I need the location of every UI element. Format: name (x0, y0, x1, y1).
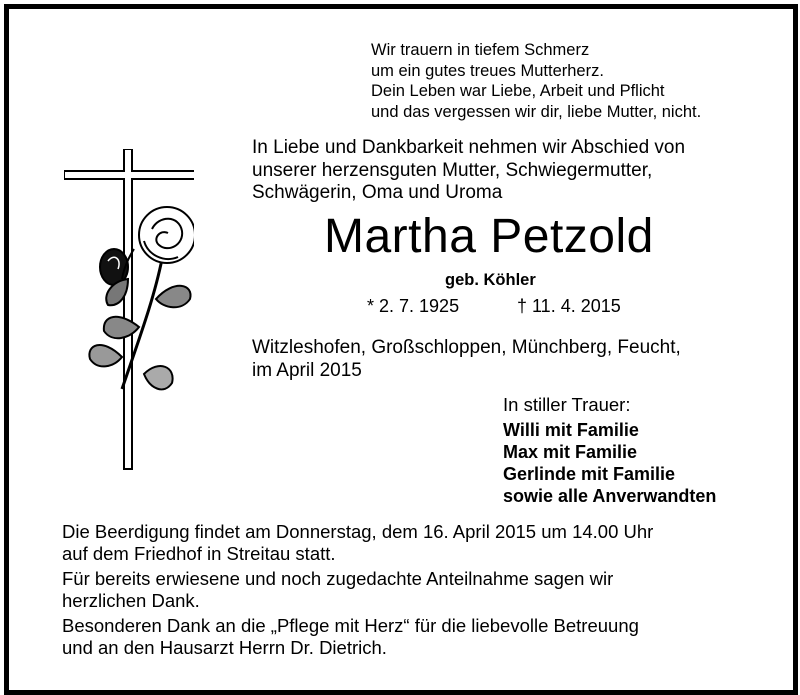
closing-line: Besonderen Dank an die „Pflege mit Herz“ für die liebevolle Betreuung (62, 615, 639, 636)
closing-line: herzlichen Dank. (62, 590, 200, 611)
places-line: Witzleshofen, Großschloppen, Münchberg, Feucht, (252, 337, 681, 358)
intro-text (252, 137, 685, 205)
thanks-info (62, 568, 653, 612)
intro-line: Schwägerin, Oma und Uroma (252, 182, 503, 203)
poem-line: Wir trauern in tiefem Schmerz (371, 41, 590, 59)
closing-line: auf dem Friedhof in Streitau statt. (62, 543, 336, 564)
poem-line: Dein Leben war Liebe, Arbeit und Pflicht (371, 82, 665, 100)
death-date: † 11. 4. 2015 (517, 296, 621, 316)
closing-text (62, 521, 653, 662)
cross-icon (64, 149, 194, 479)
birth-date: * 2. 7. 1925 (367, 296, 460, 316)
obituary-notice (4, 4, 798, 695)
mourners-list (503, 419, 716, 507)
closing-line: Die Beerdigung findet am Donnerstag, dem 16. April 2015 um 14.00 Uhr (62, 521, 654, 542)
deceased-name: Martha Petzold (324, 210, 654, 263)
rose-icon (89, 207, 194, 389)
mourner-name: Max mit Familie (503, 442, 638, 462)
maiden-name: geb. Köhler (445, 271, 536, 289)
funeral-info (62, 521, 653, 565)
mourners-label: In stiller Trauer: (503, 394, 631, 415)
mourner-name: sowie alle Anverwandten (503, 486, 717, 506)
poem-line: um ein gutes treues Mutterherz. (371, 61, 604, 80)
special-thanks (62, 615, 653, 659)
intro-line: unserer herzensguten Mutter, Schwiegermutter, (252, 159, 653, 181)
poem-line: und das vergessen wir dir, liebe Mutter, nicht. (371, 102, 702, 121)
places-and-date (252, 337, 681, 382)
mourner-name: Gerlinde mit Familie (503, 464, 676, 484)
poem (371, 40, 701, 122)
closing-line: Für bereits erwiesene und noch zugedachte Anteilnahme sagen wir (62, 568, 614, 589)
intro-line: In Liebe und Dankbarkeit nehmen wir Abschied von (252, 137, 686, 158)
mourner-name: Willi mit Familie (503, 420, 639, 440)
places-line: im April 2015 (252, 359, 362, 381)
closing-line: und an den Hausarzt Herrn Dr. Dietrich. (62, 637, 387, 658)
